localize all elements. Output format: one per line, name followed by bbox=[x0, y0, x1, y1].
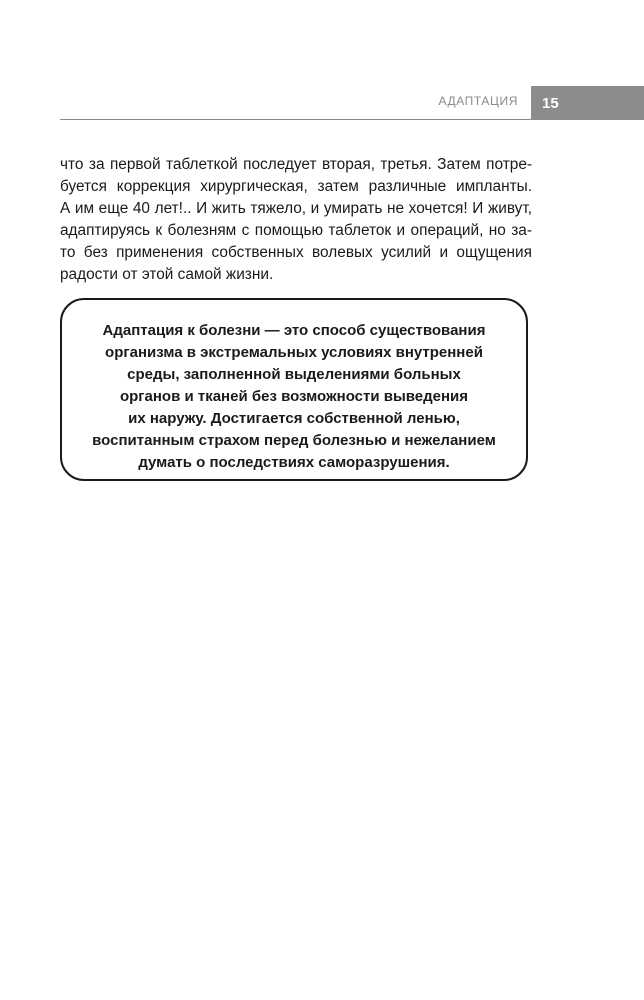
callout-line: органов и тканей без возможности выведения bbox=[119, 388, 469, 405]
callout-line: среды, заполненной выделениями больных bbox=[127, 366, 461, 383]
callout-line: думать о последствиях саморазрушения. bbox=[138, 454, 450, 471]
body-line: А им еще 40 лет!.. И жить тяжело, и умирать не хочется! И живут, bbox=[60, 200, 532, 217]
body-paragraph bbox=[60, 154, 532, 286]
header-divider bbox=[60, 119, 532, 120]
body-line: адаптируясь к болезням с помощью таблеток и операций, но за- bbox=[60, 222, 532, 239]
body-line: то без применения собственных волевых усилий и ощущения bbox=[60, 244, 532, 261]
callout-line: организма в экстремальных условиях внутренней bbox=[105, 344, 483, 361]
body-line: что за первой таблеткой последует вторая, третья. Затем потре- bbox=[60, 156, 532, 173]
body-line: радости от этой самой жизни. bbox=[60, 266, 274, 283]
page-number: 15 bbox=[542, 95, 559, 112]
page-number-tab bbox=[531, 86, 644, 120]
callout-line: Адаптация к болезни — это способ существования bbox=[102, 322, 486, 339]
callout-line: их наружу. Достигается собственной ленью, bbox=[128, 410, 460, 427]
running-head-title: АДАПТАЦИЯ bbox=[438, 94, 518, 108]
body-line: буется коррекция хирургическая, затем различные импланты. bbox=[60, 178, 532, 195]
definition-text bbox=[62, 320, 526, 474]
definition-callout bbox=[60, 298, 528, 481]
callout-line: воспитанным страхом перед болезнью и нежеланием bbox=[92, 432, 496, 449]
